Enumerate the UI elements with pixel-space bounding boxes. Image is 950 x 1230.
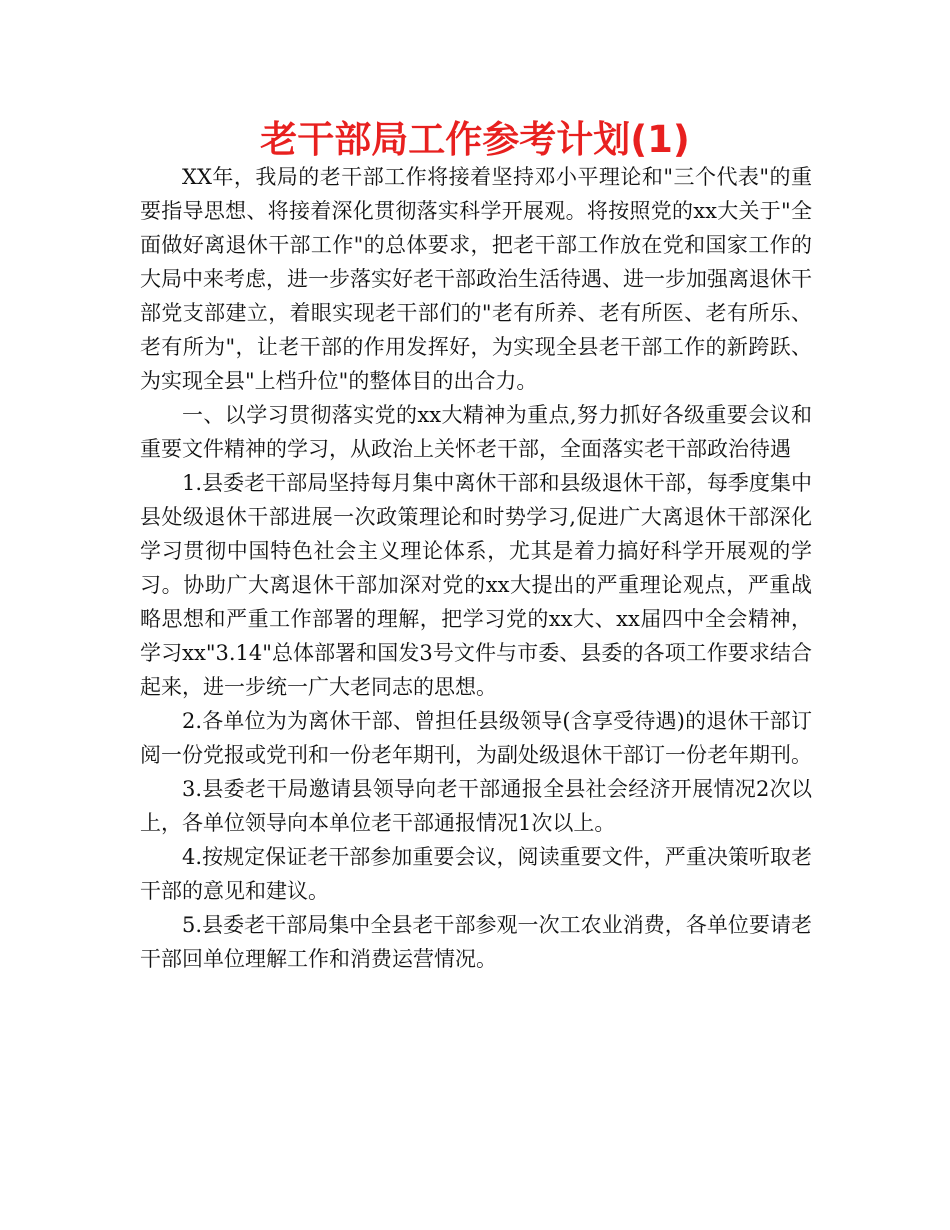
- paragraph-item-4: 4.按规定保证老干部参加重要会议，阅读重要文件，严重决策听取老干部的意见和建议。: [140, 845, 812, 903]
- paragraph-item-1: 1.县委老干部局坚持每月集中离休干部和县级退休干部，每季度集中县处级退休干部进展一次政策理论和时势学习,促进广大离退休干部深化学习贯彻中国特色社会主义理论体系，尤其是着力搞好科学开展观的学习。协助广大离退休干部加深对党的xx大提出的严重理论观点，严重战略思想和严重工作部署的理解，把学习党的xx大、xx届四中全会精神，学习xx"3.14"总体部署和国发3号文件与市委、县委的各项工作要求结合起来，进一步统一广大老同志的思想。: [140, 471, 812, 699]
- document-title: 老干部局工作参考计划(1): [260, 118, 690, 161]
- paragraph-item-3: 3.县委老干局邀请县领导向老干部通报全县社会经济开展情况2次以上，各单位领导向本单位老干部通报情况1次以上。: [140, 777, 812, 835]
- paragraph-intro: XX年，我局的老干部工作将接着坚持邓小平理论和"三个代表"的重要指导思想、将接着深化贯彻落实科学开展观。将按照党的xx大关于"全面做好离退休干部工作"的总体要求，把老干部工作放在党和国家工作的大局中来考虑，进一步落实好老干部政治生活待遇、进一步加强离退休干部党支部建立，着眼实现老干部们的"老有所养、老有所医、老有所乐、老有所为"，让老干部的作用发挥好，为实现全县老干部工作的新跨跃、为实现全县"上档升位"的整体目的出合力。: [140, 165, 812, 393]
- document-body: [140, 160, 812, 976]
- paragraph-item-5: 5.县委老干部局集中全县老干部参观一次工农业消费，各单位要请老干部回单位理解工作和消费运营情况。: [140, 913, 812, 971]
- paragraph-section-1-heading: 一、以学习贯彻落实党的xx大精神为重点,努力抓好各级重要会议和重要文件精神的学习，从政治上关怀老干部，全面落实老干部政治待遇: [140, 403, 812, 461]
- paragraph-item-2: 2.各单位为为离休干部、曾担任县级领导(含享受待遇)的退休干部订阅一份党报或党刊和一份老年期刊，为副处级退休干部订一份老年期刊。: [140, 709, 812, 767]
